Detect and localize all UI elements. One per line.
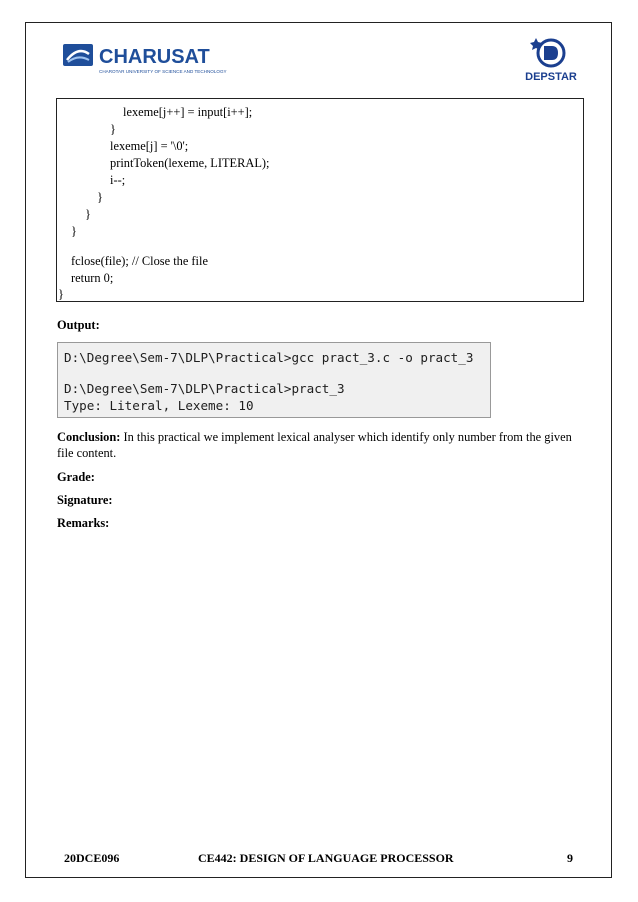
code-line: i--; [110,173,126,187]
terminal-line: D:\Degree\Sem-7\DLP\Practical>pract_3 [64,381,345,396]
conclusion-label: Conclusion: [57,430,121,444]
code-line: } [71,224,77,238]
code-line: return 0; [71,271,114,285]
code-line: printToken(lexeme, LITERAL); [110,156,270,170]
depstar-logo [520,36,582,84]
code-line: lexeme[j++] = input[i++]; [123,105,253,119]
terminal-line: D:\Degree\Sem-7\DLP\Practical>gcc pract_3.c -o pract_3 [64,350,474,365]
signature-label: Signature: [57,493,113,507]
code-line: } [58,287,64,301]
footer-course-title: CE442: DESIGN OF LANGUAGE PROCESSOR [198,851,454,865]
charusat-logo [62,42,242,82]
terminal-output [57,342,491,418]
grade-label: Grade: [57,470,95,484]
footer-page-number: 9 [567,851,573,865]
charusat-logo-tagline: CHAROTAR UNIVERSITY OF SCIENCE AND TECHNOLOGY [99,69,227,74]
charusat-logo-text: CHARUSAT [99,46,210,68]
terminal-line: Type: Literal, Lexeme: 10 [64,398,254,413]
depstar-logo-text: DEPSTAR [525,71,577,83]
remarks-label: Remarks: [57,516,110,530]
footer-roll-number: 20DCE096 [64,851,120,865]
code-line: fclose(file); // Close the file [71,254,208,268]
conclusion-text: In this practical we implement lexical analyser which identify only number from the given file content. [57,430,572,460]
output-heading: Output: [57,318,100,332]
code-block [56,98,584,302]
conclusion-paragraph [57,430,577,461]
code-line: } [97,190,103,204]
code-line: lexeme[j] = '\0'; [110,139,189,153]
code-line: } [85,207,91,221]
code-line: } [110,122,116,136]
